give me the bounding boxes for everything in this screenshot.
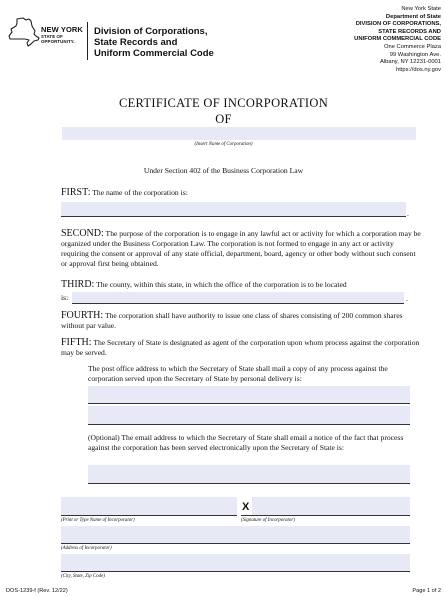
first-heading: FIRST:: [61, 187, 91, 198]
page-number: Page 1 of 2: [412, 588, 441, 594]
logo-sub-text-1: STATE OF: [41, 33, 63, 39]
county-input[interactable]: [72, 292, 404, 303]
address-line-6: One Commerce Plaza: [383, 43, 441, 50]
division-name: [94, 26, 214, 59]
third-text: The county, within this state, in which the office of the corporation is to be located: [94, 280, 347, 289]
website-link[interactable]: https://dos.ny.gov: [395, 66, 441, 73]
incorporator-name-input[interactable]: [61, 497, 237, 515]
corporation-name-field[interactable]: [62, 127, 416, 140]
post-office-paragraph: The post office address to which the Secretary of State shall mail a copy of any process against the corporation served upon the Secretary of State by personal delivery is:: [88, 364, 388, 383]
address-caption: (Address of Incorporator): [61, 546, 112, 551]
law-section-subtitle: Under Section 402 of the Business Corporation Law: [143, 166, 304, 175]
header-divider: [87, 22, 88, 60]
ny-state-logo: [41, 26, 83, 44]
address-line-3: DIVISION OF CORPORATIONS,: [355, 21, 441, 28]
fourth-text: The corporation shall have authority to issue one class of shares consisting of 200 common shares without par value.: [61, 311, 403, 330]
post-office-address-line-1[interactable]: [88, 386, 410, 403]
new-york-state-map-icon: [8, 17, 40, 47]
form-id: DOS-1239-f (Rev. 12/22): [6, 588, 68, 594]
division-name-line-2: State Records and: [94, 37, 178, 48]
second-text: The purpose of the corporation is to engage in any lawful act or activity for which a corporation may be organized under the Business Corporation Law. The corporation is not formed to engage in any act or activity requiring the consent or approval of any state official, department, board, agency or other body without such consent or approval first being obtained.: [61, 229, 421, 268]
fifth-text: The Secretary of State is designated as agent of the corporation upon whom process against the corporation may be served.: [61, 338, 420, 357]
address-line-2: Department of State: [385, 13, 441, 20]
certificate-title-of: OF: [215, 112, 232, 126]
address-underline: [61, 543, 410, 544]
city-state-zip-input[interactable]: [61, 554, 410, 571]
third-period: .: [406, 294, 408, 303]
certificate-title: CERTIFICATE OF INCORPORATION: [118, 96, 329, 110]
incorporator-address-input[interactable]: [61, 526, 410, 543]
city-underline: [61, 571, 410, 572]
post-office-underline-2: [88, 424, 410, 425]
second-clause: [61, 229, 421, 269]
corporation-name-input[interactable]: [61, 202, 406, 216]
third-underline: [72, 303, 404, 304]
post-office-address-line-2[interactable]: [88, 406, 410, 424]
third-prefix: is:: [61, 293, 69, 302]
email-underline: [88, 483, 410, 484]
address-line-5: UNIFORM COMMERCIAL CODE: [354, 36, 441, 43]
print-name-caption: (Print or Type Name of Incorporator): [61, 518, 135, 523]
city-caption: (City, State, Zip Code): [61, 574, 105, 579]
first-clause: [61, 188, 421, 198]
address-line-8: Albany, NY 12231-0001: [379, 59, 441, 66]
logo-sub-text-2: OPPORTUNITY.: [41, 38, 75, 44]
fourth-clause: [61, 311, 421, 331]
signature-caption: (Signature of Incorporator): [241, 518, 295, 523]
division-name-line-1: Division of Corporations,: [94, 26, 208, 37]
incorporator-name-underline: [61, 515, 237, 516]
fifth-heading: FIFTH:: [61, 337, 92, 348]
logo-main-text: NEW YORK: [41, 25, 83, 34]
corporation-name-caption: (Insert Name of Corporation): [194, 142, 253, 147]
first-text: The name of the corporation is:: [90, 188, 188, 197]
second-heading: SECOND:: [61, 228, 104, 239]
post-office-underline-1: [88, 403, 410, 404]
email-address-input[interactable]: [88, 465, 410, 483]
address-line-4: STATE RECORDS AND: [378, 28, 441, 35]
first-period: .: [407, 209, 409, 218]
address-line-1: New York State: [401, 6, 441, 12]
fourth-heading: FOURTH:: [61, 310, 104, 321]
department-address-block: [354, 6, 441, 74]
address-line-7: 99 Washington Ave.: [389, 51, 441, 58]
signature-underline: [241, 515, 410, 516]
third-clause: [61, 280, 421, 290]
division-name-line-3: Uniform Commercial Code: [94, 48, 214, 59]
fifth-clause: [61, 338, 421, 358]
email-paragraph: (Optional) The email address to which the Secretary of State shall email a notice of the fact that process against the corporation has been served electronically upon the Secretary of State is:: [88, 433, 404, 452]
third-heading: THIRD:: [61, 279, 95, 290]
signature-x-mark: X: [242, 501, 250, 513]
signature-field[interactable]: [252, 497, 410, 515]
first-underline: [61, 216, 406, 217]
